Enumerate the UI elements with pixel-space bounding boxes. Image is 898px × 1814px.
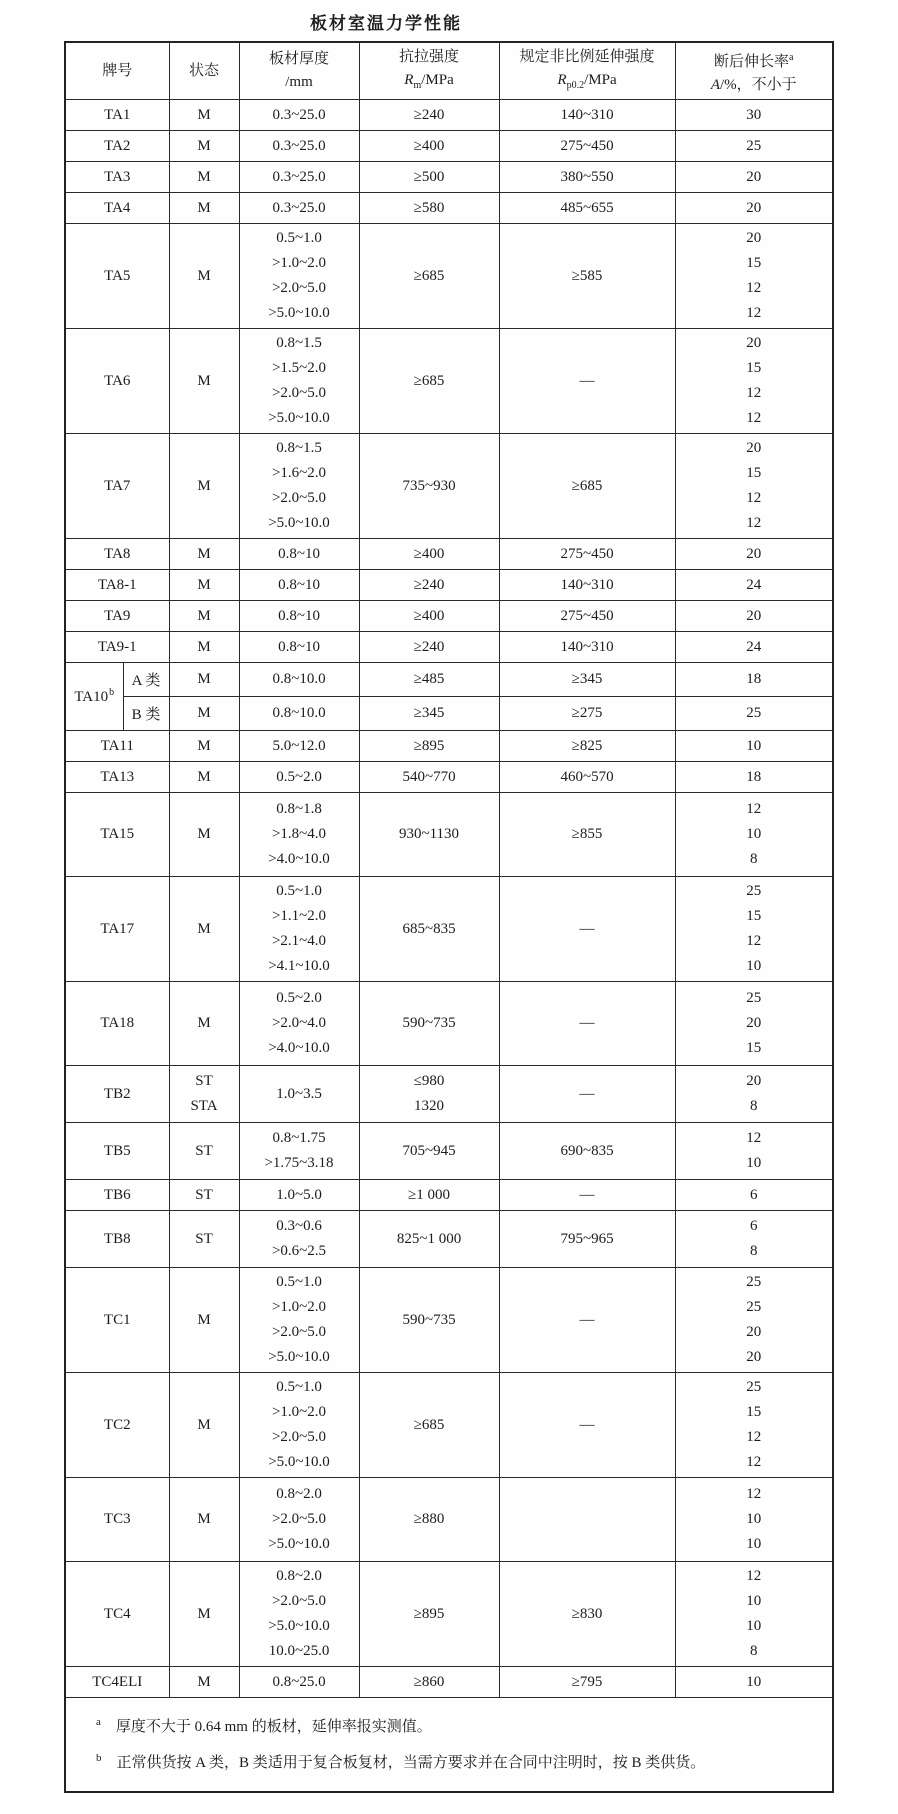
proof-strength-cell: 460~570 (499, 762, 675, 793)
proof-strength-cell: — (499, 1066, 675, 1123)
grade-cell: TB8 (65, 1211, 169, 1268)
thickness-cell: 1.0~3.5 (239, 1066, 359, 1123)
grade-cell: TA17 (65, 877, 169, 982)
tensile-cell: ≥895 (359, 731, 499, 762)
thickness-cell: 5.0~12.0 (239, 731, 359, 762)
header-tensile-strength (359, 42, 499, 100)
proof-strength-cell: — (499, 329, 675, 434)
proof-strength-cell: ≥855 (499, 793, 675, 877)
grade-cell: TA9 (65, 601, 169, 632)
elongation-cell: 12 10 (675, 1123, 833, 1180)
elongation-cell: 25 (675, 697, 833, 731)
proof-strength-cell: 275~450 (499, 131, 675, 162)
grade-cell: TC2 (65, 1373, 169, 1478)
condition-cell: M (169, 1373, 239, 1478)
condition-cell: M (169, 329, 239, 434)
tensile-cell: ≥895 (359, 1562, 499, 1667)
header-tensile-symbol: $R_m$/MPa (404, 71, 454, 91)
condition-cell: M (169, 1268, 239, 1373)
tensile-cell: ≥400 (359, 131, 499, 162)
proof-strength-cell: 140~310 (499, 100, 675, 131)
table-row (65, 1667, 833, 1698)
elongation-cell: 24 (675, 632, 833, 663)
proof-strength-cell: 690~835 (499, 1123, 675, 1180)
elongation-cell: 20 (675, 162, 833, 193)
thickness-cell: 0.8~1.75 >1.75~3.18 (239, 1123, 359, 1180)
table-row (65, 1123, 833, 1180)
table-body (65, 100, 833, 1698)
proof-strength-cell: 275~450 (499, 601, 675, 632)
header-elongation-symbol: A/%，不小于 (710, 76, 797, 93)
tensile-cell: ≥580 (359, 193, 499, 224)
elongation-cell: 6 (675, 1180, 833, 1211)
grade-cell: TA10$^b$ (65, 663, 123, 731)
tensile-cell: ≥1 000 (359, 1180, 499, 1211)
tensile-cell: 590~735 (359, 1268, 499, 1373)
grade-cell: TA5 (65, 224, 169, 329)
condition-cell: ST (169, 1123, 239, 1180)
grade-cell: TA15 (65, 793, 169, 877)
condition-cell: M (169, 100, 239, 131)
proof-strength-cell: ≥795 (499, 1667, 675, 1698)
elongation-cell: 20 15 12 12 (675, 329, 833, 434)
grade-cell: TB5 (65, 1123, 169, 1180)
tensile-cell: ≥345 (359, 697, 499, 731)
condition-cell: M (169, 663, 239, 697)
proof-strength-cell: 485~655 (499, 193, 675, 224)
thickness-cell: 0.3~25.0 (239, 193, 359, 224)
header-elongation (675, 42, 833, 100)
thickness-cell: 0.3~25.0 (239, 131, 359, 162)
table-header (65, 42, 833, 100)
proof-strength-cell: — (499, 1373, 675, 1478)
elongation-cell: 25 (675, 131, 833, 162)
tensile-cell: ≥500 (359, 162, 499, 193)
elongation-cell: 25 25 20 20 (675, 1268, 833, 1373)
elongation-cell: 12 10 10 (675, 1478, 833, 1562)
mechanical-properties-table (64, 41, 834, 1793)
condition-cell: ST (169, 1211, 239, 1268)
elongation-cell: 10 (675, 1667, 833, 1698)
tensile-cell: ≤980 1320 (359, 1066, 499, 1123)
tensile-cell: ≥400 (359, 601, 499, 632)
elongation-cell: 20 (675, 601, 833, 632)
table-row (65, 1373, 833, 1478)
header-elongation-label: 断后伸长率$^a$ (714, 51, 794, 70)
grade-cell: TC4ELI (65, 1667, 169, 1698)
tensile-cell: ≥685 (359, 224, 499, 329)
tensile-cell: ≥860 (359, 1667, 499, 1698)
proof-strength-cell: — (499, 1180, 675, 1211)
thickness-cell: 0.5~2.0 >2.0~4.0 >4.0~10.0 (239, 982, 359, 1066)
grade-cell: TC1 (65, 1268, 169, 1373)
header-proof-label: 规定非比例延伸强度 (519, 48, 655, 65)
thickness-cell: 0.8~10 (239, 601, 359, 632)
table-footer (65, 1698, 833, 1793)
tensile-cell: ≥685 (359, 1373, 499, 1478)
proof-strength-cell: ≥685 (499, 434, 675, 539)
grade-cell: TA4 (65, 193, 169, 224)
table-row (65, 1180, 833, 1211)
elongation-cell: 18 (675, 762, 833, 793)
condition-cell: M (169, 982, 239, 1066)
elongation-cell: 20 (675, 193, 833, 224)
grade-cell: TA18 (65, 982, 169, 1066)
elongation-cell: 25 15 12 12 (675, 1373, 833, 1478)
proof-strength-cell: 380~550 (499, 162, 675, 193)
table-row (65, 539, 833, 570)
tensile-cell: ≥240 (359, 100, 499, 131)
grade-cell: TA3 (65, 162, 169, 193)
condition-cell: ST (169, 1180, 239, 1211)
grade-cell: TC4 (65, 1562, 169, 1667)
elongation-cell: 20 15 12 12 (675, 224, 833, 329)
elongation-cell: 18 (675, 663, 833, 697)
condition-cell: M (169, 162, 239, 193)
thickness-cell: 0.8~1.5 >1.5~2.0 >2.0~5.0 >5.0~10.0 (239, 329, 359, 434)
condition-cell: M (169, 1562, 239, 1667)
proof-strength-cell: — (499, 1268, 675, 1373)
elongation-cell: 30 (675, 100, 833, 131)
footnote-line: $^b$ 正常供货按 A 类，B 类适用于复合板复材，当需方要求并在合同中注明时，按 B 类供货。 (96, 1752, 706, 1771)
elongation-cell: 20 15 12 12 (675, 434, 833, 539)
table-row (65, 731, 833, 762)
grade-cell: TA8 (65, 539, 169, 570)
tensile-cell: 685~835 (359, 877, 499, 982)
footnotes-row (65, 1698, 833, 1793)
condition-cell: M (169, 731, 239, 762)
proof-strength-cell (499, 1478, 675, 1562)
grade-cell: TA11 (65, 731, 169, 762)
page-title: 板材室温力学性能 (310, 14, 462, 33)
proof-strength-cell: ≥825 (499, 731, 675, 762)
table-row (65, 697, 833, 731)
thickness-cell: 0.8~10 (239, 539, 359, 570)
tensile-cell: 930~1130 (359, 793, 499, 877)
proof-strength-cell: 275~450 (499, 539, 675, 570)
condition-cell: M (169, 697, 239, 731)
elongation-cell: 25 15 12 10 (675, 877, 833, 982)
tensile-cell: ≥485 (359, 663, 499, 697)
tensile-cell: 590~735 (359, 982, 499, 1066)
header-thickness-label: 板材厚度 (269, 51, 330, 67)
grade-cell: TA2 (65, 131, 169, 162)
table-row (65, 762, 833, 793)
condition-cell: M (169, 601, 239, 632)
thickness-cell: 0.8~10 (239, 570, 359, 601)
thickness-cell: 0.3~25.0 (239, 100, 359, 131)
grade-cell: TA8-1 (65, 570, 169, 601)
proof-strength-cell: 140~310 (499, 632, 675, 663)
grade-cell: TA1 (65, 100, 169, 131)
condition-cell: M (169, 632, 239, 663)
thickness-cell: 0.8~10 (239, 632, 359, 663)
grade-cell: TA7 (65, 434, 169, 539)
header-row (65, 42, 833, 100)
table-row (65, 877, 833, 982)
elongation-cell: 12 10 10 8 (675, 1562, 833, 1667)
grade-class-cell: B 类 (123, 697, 169, 731)
proof-strength-cell: — (499, 877, 675, 982)
table-row (65, 131, 833, 162)
condition-cell: M (169, 762, 239, 793)
condition-cell: M (169, 570, 239, 601)
thickness-cell: 0.8~2.0 >2.0~5.0 >5.0~10.0 10.0~25.0 (239, 1562, 359, 1667)
proof-strength-cell: 140~310 (499, 570, 675, 601)
condition-cell: M (169, 793, 239, 877)
thickness-cell: 0.5~1.0 >1.0~2.0 >2.0~5.0 >5.0~10.0 (239, 1373, 359, 1478)
thickness-cell: 0.3~25.0 (239, 162, 359, 193)
elongation-cell: 6 8 (675, 1211, 833, 1268)
table-row (65, 663, 833, 697)
condition-cell: M (169, 877, 239, 982)
elongation-cell: 20 8 (675, 1066, 833, 1123)
tensile-cell: 825~1 000 (359, 1211, 499, 1268)
condition-cell: M (169, 434, 239, 539)
table-row (65, 793, 833, 877)
table-row (65, 601, 833, 632)
tensile-cell: ≥685 (359, 329, 499, 434)
grade-class-cell: A 类 (123, 663, 169, 697)
tensile-cell: 540~770 (359, 762, 499, 793)
tensile-cell: ≥880 (359, 1478, 499, 1562)
grade-cell: TA6 (65, 329, 169, 434)
thickness-cell: 0.8~25.0 (239, 1667, 359, 1698)
grade-cell: TA13 (65, 762, 169, 793)
thickness-cell: 0.3~0.6 >0.6~2.5 (239, 1211, 359, 1268)
thickness-cell: 0.5~1.0 >1.0~2.0 >2.0~5.0 >5.0~10.0 (239, 1268, 359, 1373)
elongation-cell: 25 20 15 (675, 982, 833, 1066)
condition-cell: M (169, 1667, 239, 1698)
table-row (65, 1066, 833, 1123)
thickness-cell: 0.5~1.0 >1.0~2.0 >2.0~5.0 >5.0~10.0 (239, 224, 359, 329)
condition-cell: ST STA (169, 1066, 239, 1123)
proof-strength-cell: — (499, 982, 675, 1066)
proof-strength-cell: ≥275 (499, 697, 675, 731)
elongation-cell: 10 (675, 731, 833, 762)
tensile-cell: 735~930 (359, 434, 499, 539)
table-row (65, 632, 833, 663)
footnotes (65, 1698, 833, 1793)
proof-strength-cell: ≥585 (499, 224, 675, 329)
condition-cell: M (169, 224, 239, 329)
tensile-cell: ≥240 (359, 570, 499, 601)
header-proof-symbol: $R_{p0.2}$/MPa (557, 71, 617, 91)
footnote-line: $^a$ 厚度不大于 0.64 mm 的板材，延伸率报实测值。 (96, 1716, 432, 1735)
header-grade: 牌号 (65, 42, 169, 100)
header-tensile-label: 抗拉强度 (399, 48, 460, 65)
elongation-cell: 20 (675, 539, 833, 570)
condition-cell: M (169, 131, 239, 162)
header-proof-strength (499, 42, 675, 100)
thickness-cell: 0.8~10.0 (239, 663, 359, 697)
condition-cell: M (169, 1478, 239, 1562)
table-row (65, 1562, 833, 1667)
tensile-cell: 705~945 (359, 1123, 499, 1180)
tensile-cell: ≥240 (359, 632, 499, 663)
header-condition: 状态 (169, 42, 239, 100)
tensile-cell: ≥400 (359, 539, 499, 570)
header-thickness (239, 42, 359, 100)
thickness-cell: 0.5~2.0 (239, 762, 359, 793)
table-row (65, 1211, 833, 1268)
table-row (65, 162, 833, 193)
thickness-cell: 1.0~5.0 (239, 1180, 359, 1211)
grade-cell: TA9-1 (65, 632, 169, 663)
proof-strength-cell: ≥345 (499, 663, 675, 697)
thickness-cell: 0.5~1.0 >1.1~2.0 >2.1~4.0 >4.1~10.0 (239, 877, 359, 982)
condition-cell: M (169, 539, 239, 570)
thickness-cell: 0.8~1.8 >1.8~4.0 >4.0~10.0 (239, 793, 359, 877)
grade-cell: TB2 (65, 1066, 169, 1123)
header-thickness-unit: /mm (285, 74, 313, 90)
table-row (65, 1268, 833, 1373)
table-row (65, 982, 833, 1066)
grade-cell: TB6 (65, 1180, 169, 1211)
thickness-cell: 0.8~1.5 >1.6~2.0 >2.0~5.0 >5.0~10.0 (239, 434, 359, 539)
table-row (65, 100, 833, 131)
table-row (65, 434, 833, 539)
elongation-cell: 12 10 8 (675, 793, 833, 877)
thickness-cell: 0.8~10.0 (239, 697, 359, 731)
elongation-cell: 24 (675, 570, 833, 601)
proof-strength-cell: 795~965 (499, 1211, 675, 1268)
table-row (65, 570, 833, 601)
proof-strength-cell: ≥830 (499, 1562, 675, 1667)
thickness-cell: 0.8~2.0 >2.0~5.0 >5.0~10.0 (239, 1478, 359, 1562)
table-row (65, 193, 833, 224)
table-row (65, 329, 833, 434)
table-row (65, 224, 833, 329)
grade-cell: TC3 (65, 1478, 169, 1562)
condition-cell: M (169, 193, 239, 224)
table-row (65, 1478, 833, 1562)
